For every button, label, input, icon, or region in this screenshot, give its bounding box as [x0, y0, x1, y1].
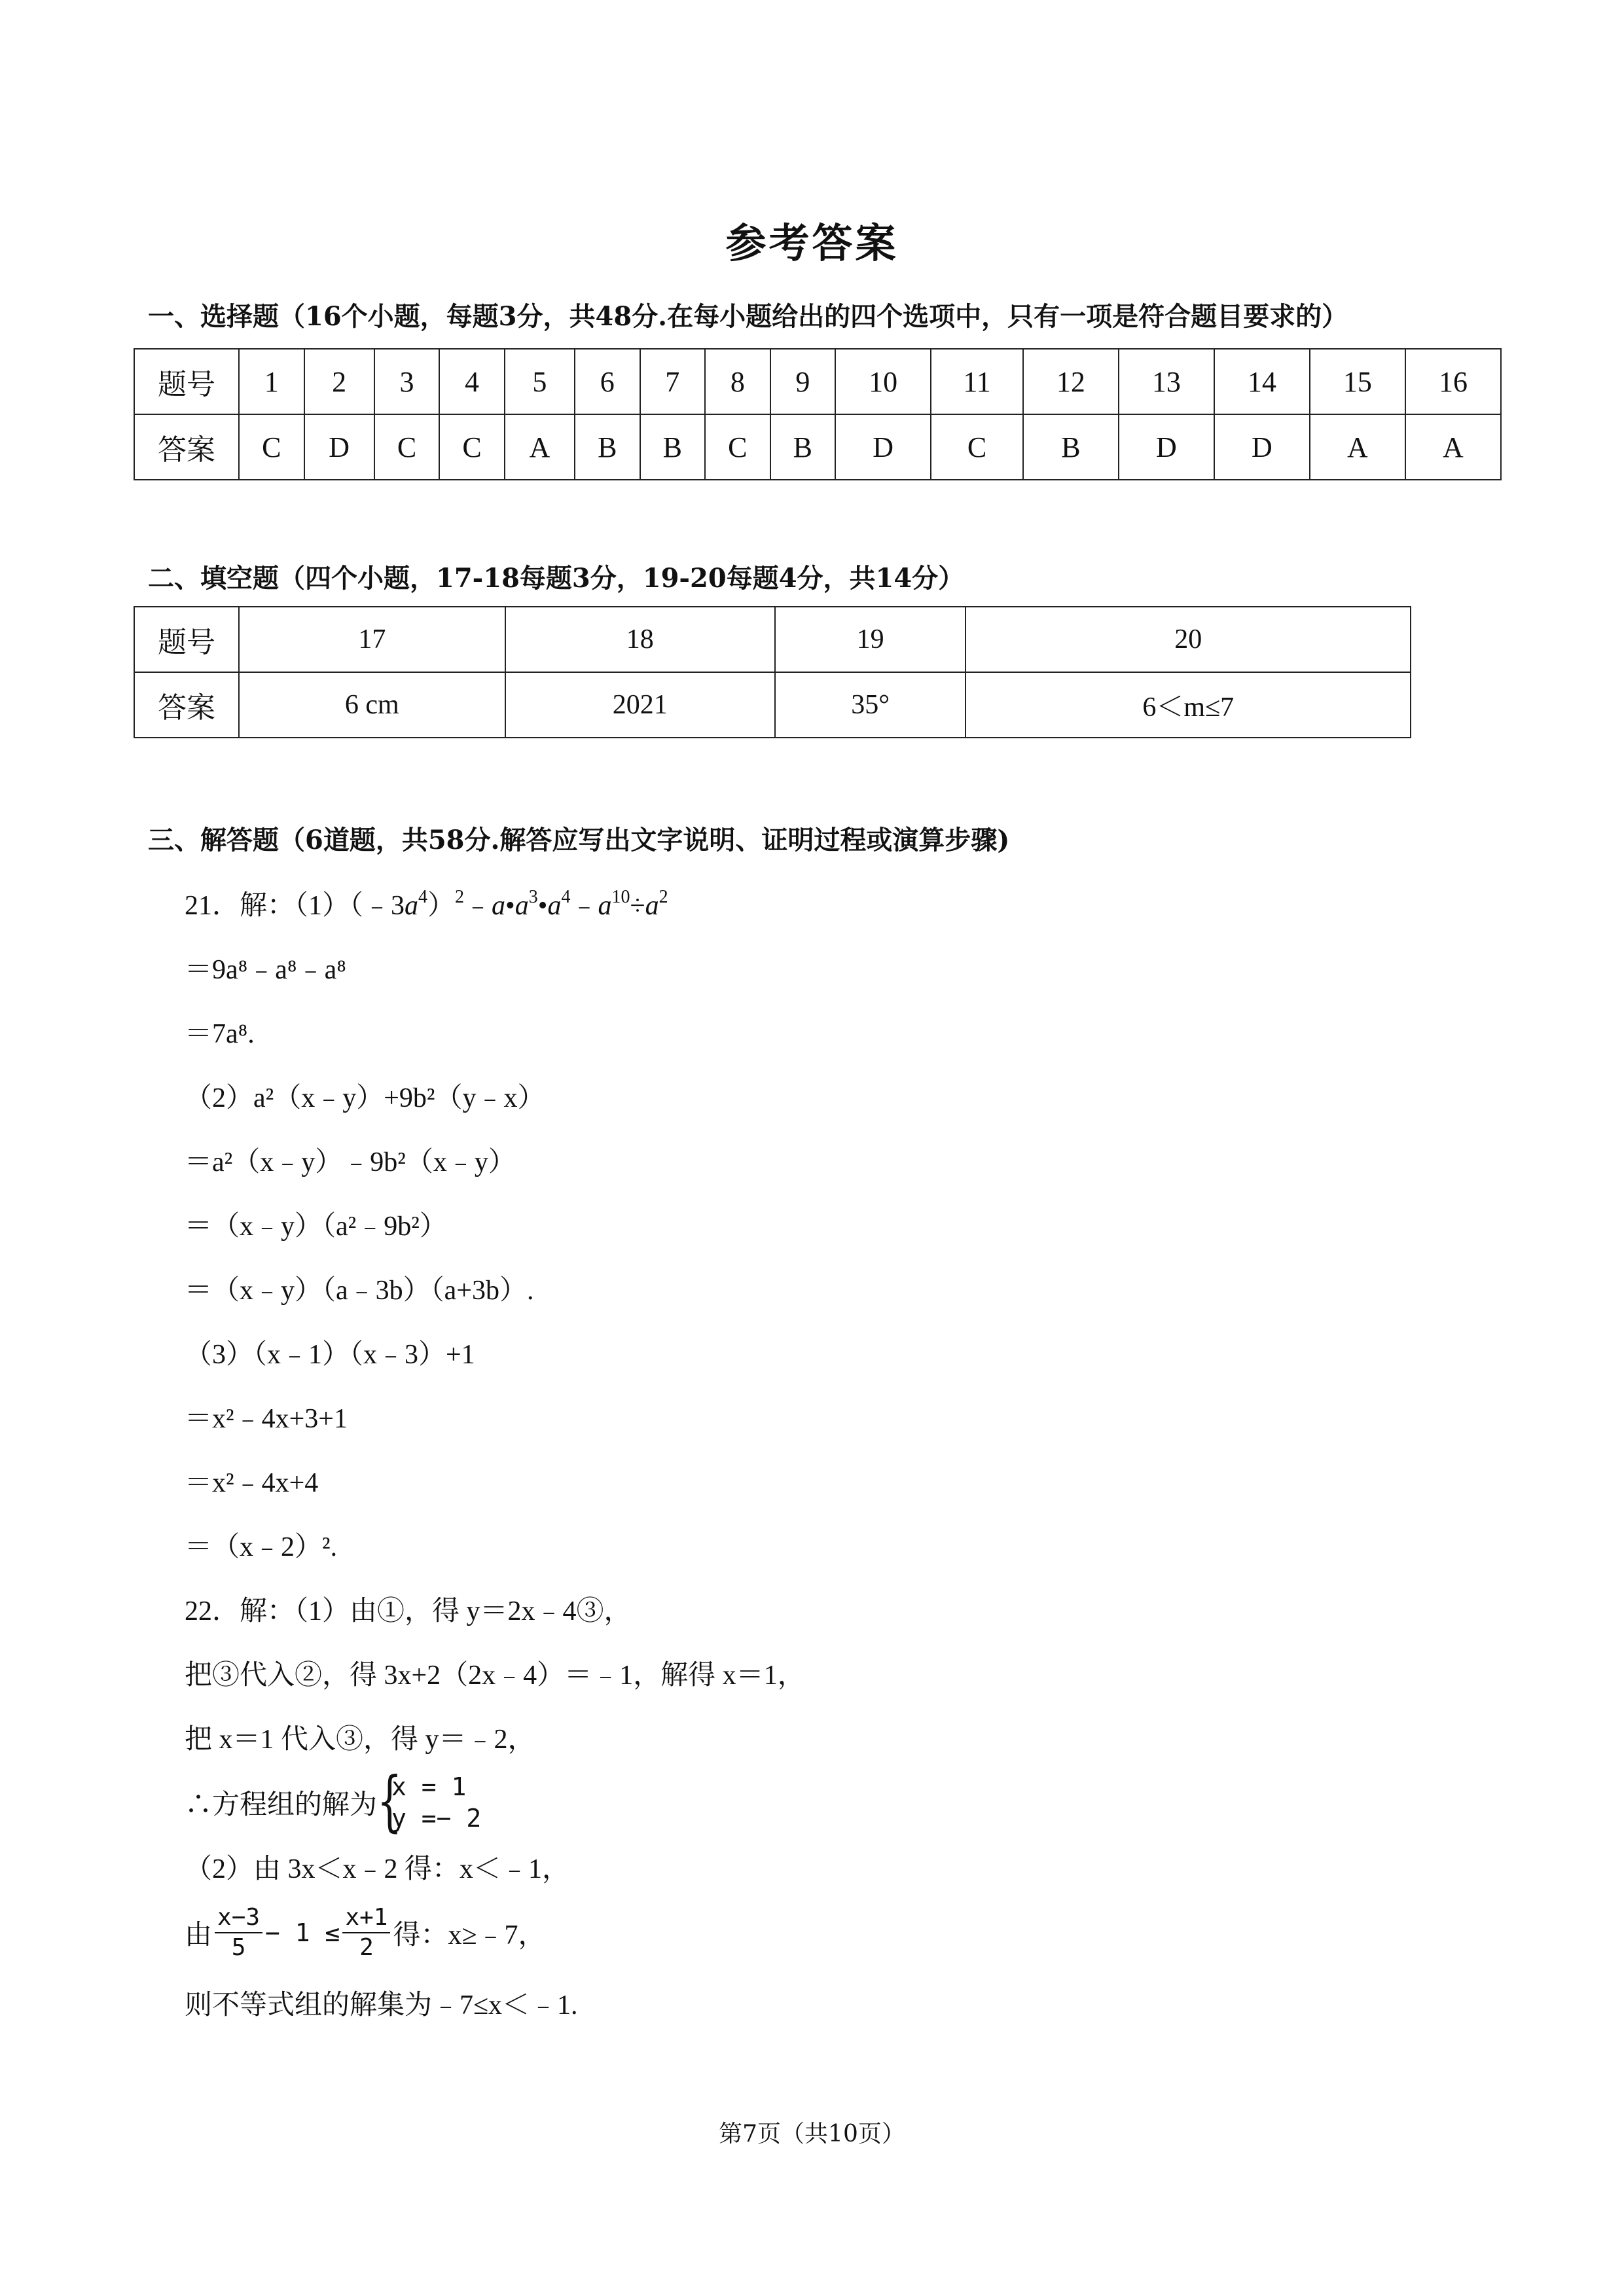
table-cell: A	[505, 414, 575, 480]
table-cell: 6	[575, 349, 640, 414]
table-cell: 6＜m≤7	[965, 672, 1411, 738]
q22-line-6-suffix: 得：x≥﹣7，	[393, 1920, 546, 1950]
inequality-text: − 1 ≤	[265, 1918, 340, 1947]
table-cell: 1	[239, 349, 304, 414]
table-cell: 11	[931, 349, 1023, 414]
table-cell: 5	[505, 349, 575, 414]
q21-line-2: ＝9a⁸﹣a⁸﹣a⁸	[185, 955, 346, 985]
fraction-denominator: 2	[359, 1934, 374, 1961]
page-footer: 第7页（共10页）	[719, 2121, 905, 2147]
table-cell: 10	[835, 349, 931, 414]
table-cell: 8	[705, 349, 770, 414]
page-title: 参考答案	[725, 219, 899, 267]
table-cell: 12	[1023, 349, 1119, 414]
choice-answer-table	[134, 348, 1502, 480]
table-row	[134, 414, 1501, 480]
table-cell: C	[439, 414, 505, 480]
table-row	[134, 607, 1411, 672]
section2-heading: 二、填空题（四个小题，17-18每题3分，19-20每题4分，共14分）	[148, 563, 965, 594]
table-cell: A	[1405, 414, 1501, 480]
q22-line-5: （2）由 3x＜x﹣2 得：x＜﹣1，	[185, 1854, 570, 1884]
table-cell: D	[1119, 414, 1214, 480]
table-cell: C	[705, 414, 770, 480]
fraction	[342, 1903, 390, 1962]
table-cell: 19	[775, 607, 965, 672]
table-cell: B	[770, 414, 836, 480]
q22-line-6-prefix: 由	[185, 1920, 213, 1950]
brace-icon: {	[377, 1763, 403, 1839]
section3-heading: 三、解答题（6道题，共58分.解答应写出文字说明、证明过程或演算步骤)	[148, 825, 1010, 855]
fraction-denominator: 5	[231, 1934, 246, 1961]
table-cell: D	[1214, 414, 1310, 480]
system-row: y =− 2	[391, 1804, 482, 1833]
fill-answer-table	[134, 606, 1411, 738]
row-label: 题号	[134, 607, 239, 672]
q22-line-7: 则不等式组的解集为﹣7≤x＜﹣1.	[185, 1990, 578, 2020]
system-row: x = 1	[391, 1772, 467, 1801]
table-cell: B	[640, 414, 706, 480]
table-cell: 9	[770, 349, 836, 414]
table-cell: 16	[1405, 349, 1501, 414]
row-label: 答案	[134, 414, 239, 480]
table-cell: 20	[965, 607, 1411, 672]
table-cell: B	[575, 414, 640, 480]
table-cell: 17	[239, 607, 505, 672]
table-cell: A	[1310, 414, 1405, 480]
table-cell: 6 cm	[239, 672, 505, 738]
q21-line-9: ＝x²﹣4x+3+1	[185, 1404, 348, 1434]
q21-line-3: ＝7a⁸.	[185, 1019, 255, 1049]
table-cell: D	[835, 414, 931, 480]
table-cell: C	[374, 414, 440, 480]
equation-system	[377, 1763, 482, 1839]
table-cell: 14	[1214, 349, 1310, 414]
row-label: 题号	[134, 349, 239, 414]
section1-heading: 一、选择题（16个小题，每题3分，共48分.在每小题给出的四个选项中，只有一项是符合题目要求的）	[148, 301, 1348, 332]
table-row	[134, 349, 1501, 414]
table-cell: D	[304, 414, 374, 480]
fraction-numerator: x−3	[215, 1903, 262, 1933]
table-cell: 2021	[505, 672, 775, 738]
q21-line-10: ＝x²﹣4x+4	[185, 1468, 319, 1498]
table-cell: 2	[304, 349, 374, 414]
table-cell: 3	[374, 349, 440, 414]
q22-line-4	[185, 1763, 482, 1839]
table-cell: C	[931, 414, 1023, 480]
q21-line-5: ＝a²（x﹣y）﹣9b²（x﹣y）	[185, 1147, 516, 1177]
q22-line-3: 把 x＝1 代入③，得 y＝﹣2，	[185, 1725, 535, 1755]
table-cell: 7	[640, 349, 706, 414]
q22-line-4-text: ∴方程组的解为	[185, 1790, 378, 1820]
q21-line-6: ＝（x﹣y）（a²﹣9b²）	[185, 1211, 447, 1242]
table-cell: 18	[505, 607, 775, 672]
q21-line-7: ＝（x﹣y）（a﹣3b）（a+3b）.	[185, 1276, 534, 1306]
q21-line-4: （2）a²（x﹣y）+9b²（y﹣x）	[185, 1083, 545, 1113]
table-cell: 13	[1119, 349, 1214, 414]
q21-line-1: 21．解：$(1)(﹣3a^4)^2﹣a•a^3•a^4﹣a^{10}\div a^2$	[185, 887, 668, 921]
table-row	[134, 672, 1411, 738]
q22-line-2: 把③代入②，得 3x+2（2x﹣4）＝﹣1，解得 x＝1，	[185, 1660, 805, 1691]
table-cell: B	[1023, 414, 1119, 480]
fraction-numerator: x+1	[342, 1903, 390, 1933]
fraction	[215, 1903, 262, 1962]
table-cell: 4	[439, 349, 505, 414]
table-cell: 35°	[775, 672, 965, 738]
table-cell: 15	[1310, 349, 1405, 414]
q21-line-11: ＝（x﹣2）².	[185, 1532, 338, 1562]
q21-line-8: （3）（x﹣1）（x﹣3）+1	[185, 1340, 475, 1370]
q22-line-6	[185, 1903, 546, 1962]
row-label: 答案	[134, 672, 239, 738]
q22-line-1: 22．解：（1）由①，得 y＝2x﹣4③，	[185, 1596, 632, 1626]
table-cell: C	[239, 414, 304, 480]
